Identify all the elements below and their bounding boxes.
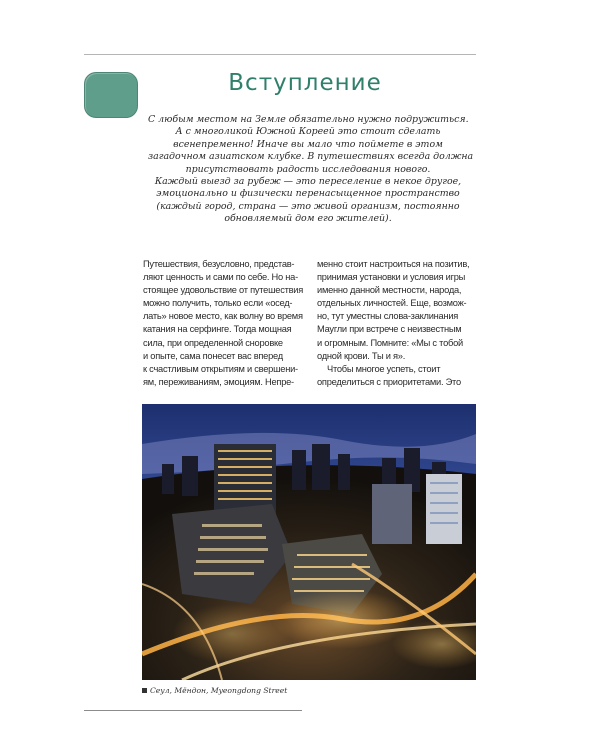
bottom-rule	[84, 710, 302, 711]
body-line: одной крови. Ты и я».	[317, 350, 406, 361]
intro-line: всенепременно! Иначе вы мало что поймете в этом	[173, 138, 443, 150]
body-line: Маугли при встрече с неизвестным	[317, 324, 462, 335]
body-line: именно данной местности, народа,	[317, 285, 462, 296]
body-line: но, тут уместны слова-заклинания	[317, 311, 459, 322]
intro-paragraph	[148, 114, 474, 226]
body-line: и опыте, сама понесет вас вперед	[143, 350, 283, 361]
body-line: ляют ценность и сами по себе. Но на-	[143, 272, 298, 283]
caption-bullet-icon	[142, 688, 147, 693]
body-line: Путешествия, безусловно, представ-	[143, 259, 295, 269]
intro-line: присутствовать радость исследования нового.	[185, 163, 431, 175]
intro-line: Каждый выезд за рубеж — это переселение в некое другое,	[154, 176, 462, 188]
chapter-title: Вступление	[228, 70, 382, 96]
top-rule	[84, 54, 476, 55]
intro-line: А с многоликой Южной Кореей это стоит сделать	[175, 126, 441, 138]
body-column-left	[143, 258, 304, 389]
intro-line: (каждый город, страна — это живой организм, постоянно	[156, 200, 460, 212]
intro-line: эмоционально и физически перенасыщенное пространство	[156, 188, 460, 200]
body-line: Чтобы многое успеть, стоит	[327, 363, 441, 374]
city-photo	[142, 404, 476, 680]
body-line: определиться с приоритетами. Это	[317, 376, 461, 387]
body-line: можно получить, только если «осед-	[143, 298, 293, 309]
body-line: лать» новое место, как волну во время	[143, 311, 303, 322]
body-line: отдельных личностей. Еще, возмож-	[317, 298, 467, 309]
intro-line: С любым местом на Земле обязательно нужно подружиться.	[148, 114, 469, 125]
body-line: менно стоит настроиться на позитив,	[317, 259, 470, 269]
photo-caption	[142, 686, 287, 695]
caption-text: Сеул, Мёндон, Myeongdong Street	[150, 686, 288, 695]
body-line: и огромным. Помните: «Мы с тобой	[317, 337, 463, 348]
body-column-right	[317, 258, 475, 389]
body-line: сила, при определенной сноровке	[143, 337, 283, 348]
body-line: ям, переживаниям, эмоциям. Непре-	[143, 376, 294, 387]
body-line: к счастливым открытиям и свершени-	[143, 363, 298, 374]
body-line: катания на серфинге. Тогда мощная	[143, 324, 292, 335]
intro-line: обновляемый дом его жителей).	[224, 213, 392, 225]
chapter-badge	[84, 72, 138, 118]
intro-line: загадочном азиатском клубке. В путешествиях всегда должна	[148, 151, 474, 163]
body-line: стоящее удовольствие от путешествия	[143, 285, 304, 296]
body-line: принимая установки и условия игры	[317, 272, 466, 283]
city-photo-illustration	[142, 404, 476, 680]
